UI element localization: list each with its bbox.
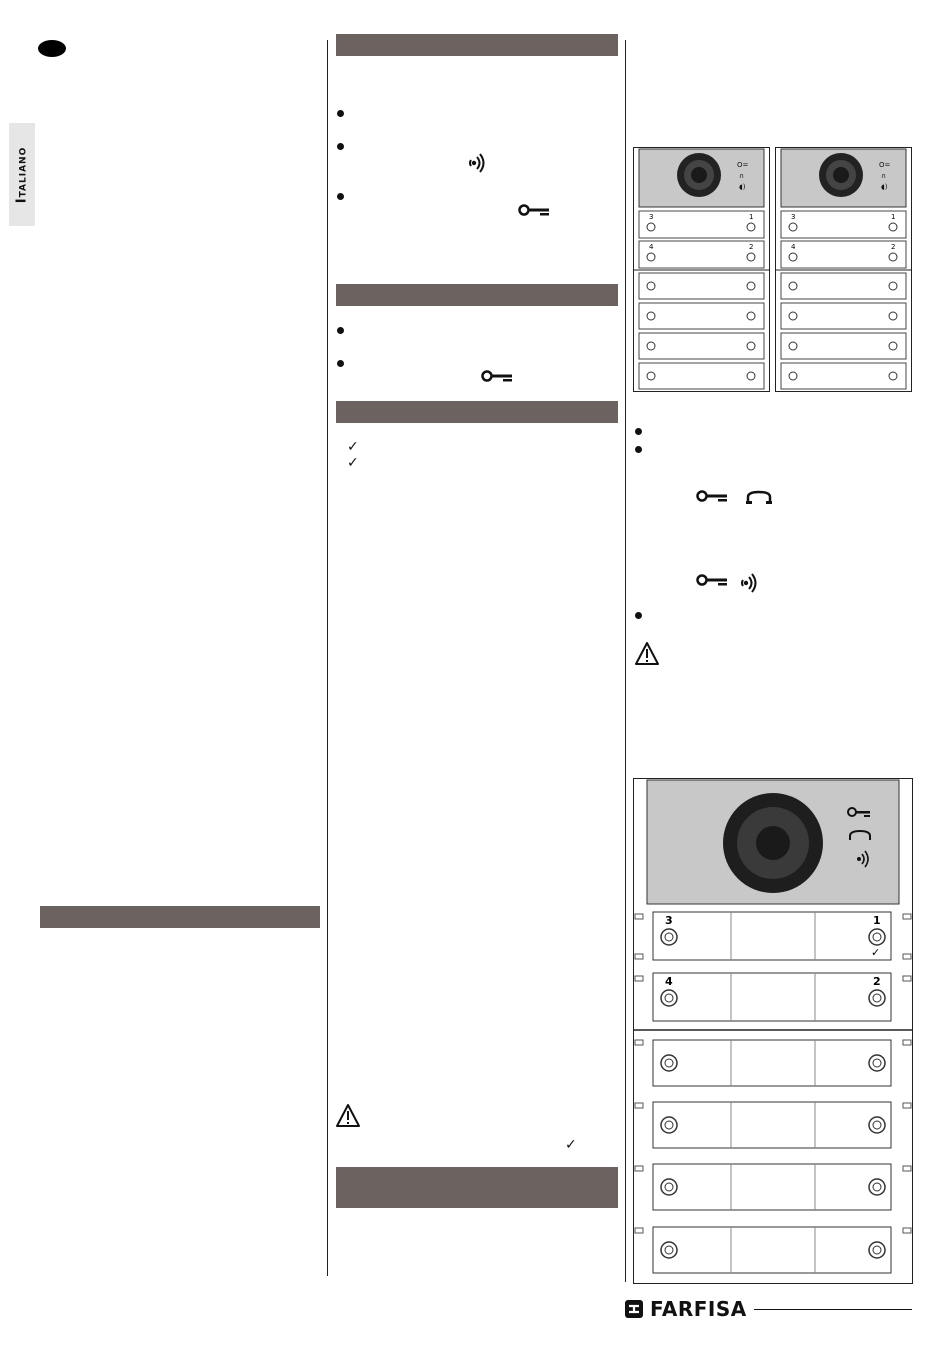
brand-logo-mark xyxy=(624,1299,644,1319)
panel-button-number: 4 xyxy=(649,243,654,251)
logo-rule xyxy=(754,1309,912,1310)
brand-logo xyxy=(624,1295,914,1325)
key-icon xyxy=(481,370,513,384)
section-bar-3 xyxy=(336,401,618,423)
svg-text:O=: O= xyxy=(737,161,749,169)
bullet xyxy=(337,143,344,150)
language-tab xyxy=(9,123,35,226)
panel-button-number: 1 xyxy=(749,213,754,221)
bullet xyxy=(635,446,642,453)
panel-button-number: 4 xyxy=(665,975,673,988)
check-mark-icon: ✓ xyxy=(871,946,881,959)
svg-text:◖): ◖) xyxy=(881,183,888,191)
bullet xyxy=(337,110,344,117)
panel-button-number: 3 xyxy=(649,213,654,221)
svg-text:◖): ◖) xyxy=(739,183,746,191)
section-bar-2 xyxy=(336,284,618,306)
bullet xyxy=(337,360,344,367)
brand-logo-text: FARFISA xyxy=(650,1297,747,1321)
check-mark-icon: ✓ xyxy=(347,455,359,471)
language-label: Italiano xyxy=(14,146,30,203)
bullet xyxy=(337,193,344,200)
warning-icon xyxy=(634,641,660,666)
panel-button-number: 3 xyxy=(665,914,673,927)
panel-button-number: 2 xyxy=(873,975,881,988)
section-bar-1 xyxy=(336,34,618,56)
panel-diagram-large xyxy=(633,778,913,1284)
column-divider-right xyxy=(625,40,626,1282)
bullet xyxy=(635,428,642,435)
panel-diagram-small-right xyxy=(775,147,912,392)
language-indicator-dot xyxy=(38,40,66,57)
check-mark-icon: ✓ xyxy=(565,1137,577,1153)
key-icon xyxy=(696,490,728,504)
bullet xyxy=(635,612,642,619)
column-divider-left xyxy=(327,40,328,1276)
panel-button-number: 1 xyxy=(873,914,881,927)
svg-text:∩: ∩ xyxy=(881,172,887,180)
panel-button-number: 3 xyxy=(791,213,796,221)
section-bar-4 xyxy=(336,1167,618,1208)
handset-icon xyxy=(745,489,773,505)
panel-button-number: 2 xyxy=(891,243,896,251)
svg-text:O=: O= xyxy=(879,161,891,169)
speaker-icon xyxy=(739,572,759,594)
svg-text:∩: ∩ xyxy=(739,172,745,180)
panel-diagram-small-left xyxy=(633,147,770,392)
panel-button-number: 1 xyxy=(891,213,896,221)
warning-icon xyxy=(335,1103,361,1128)
speaker-icon xyxy=(467,152,487,174)
panel-button-number: 2 xyxy=(749,243,754,251)
check-mark-icon: ✓ xyxy=(347,439,359,455)
key-icon xyxy=(518,204,550,218)
key-icon xyxy=(696,574,728,588)
bullet xyxy=(337,327,344,334)
section-bar-left xyxy=(40,906,320,928)
panel-button-number: 4 xyxy=(791,243,796,251)
